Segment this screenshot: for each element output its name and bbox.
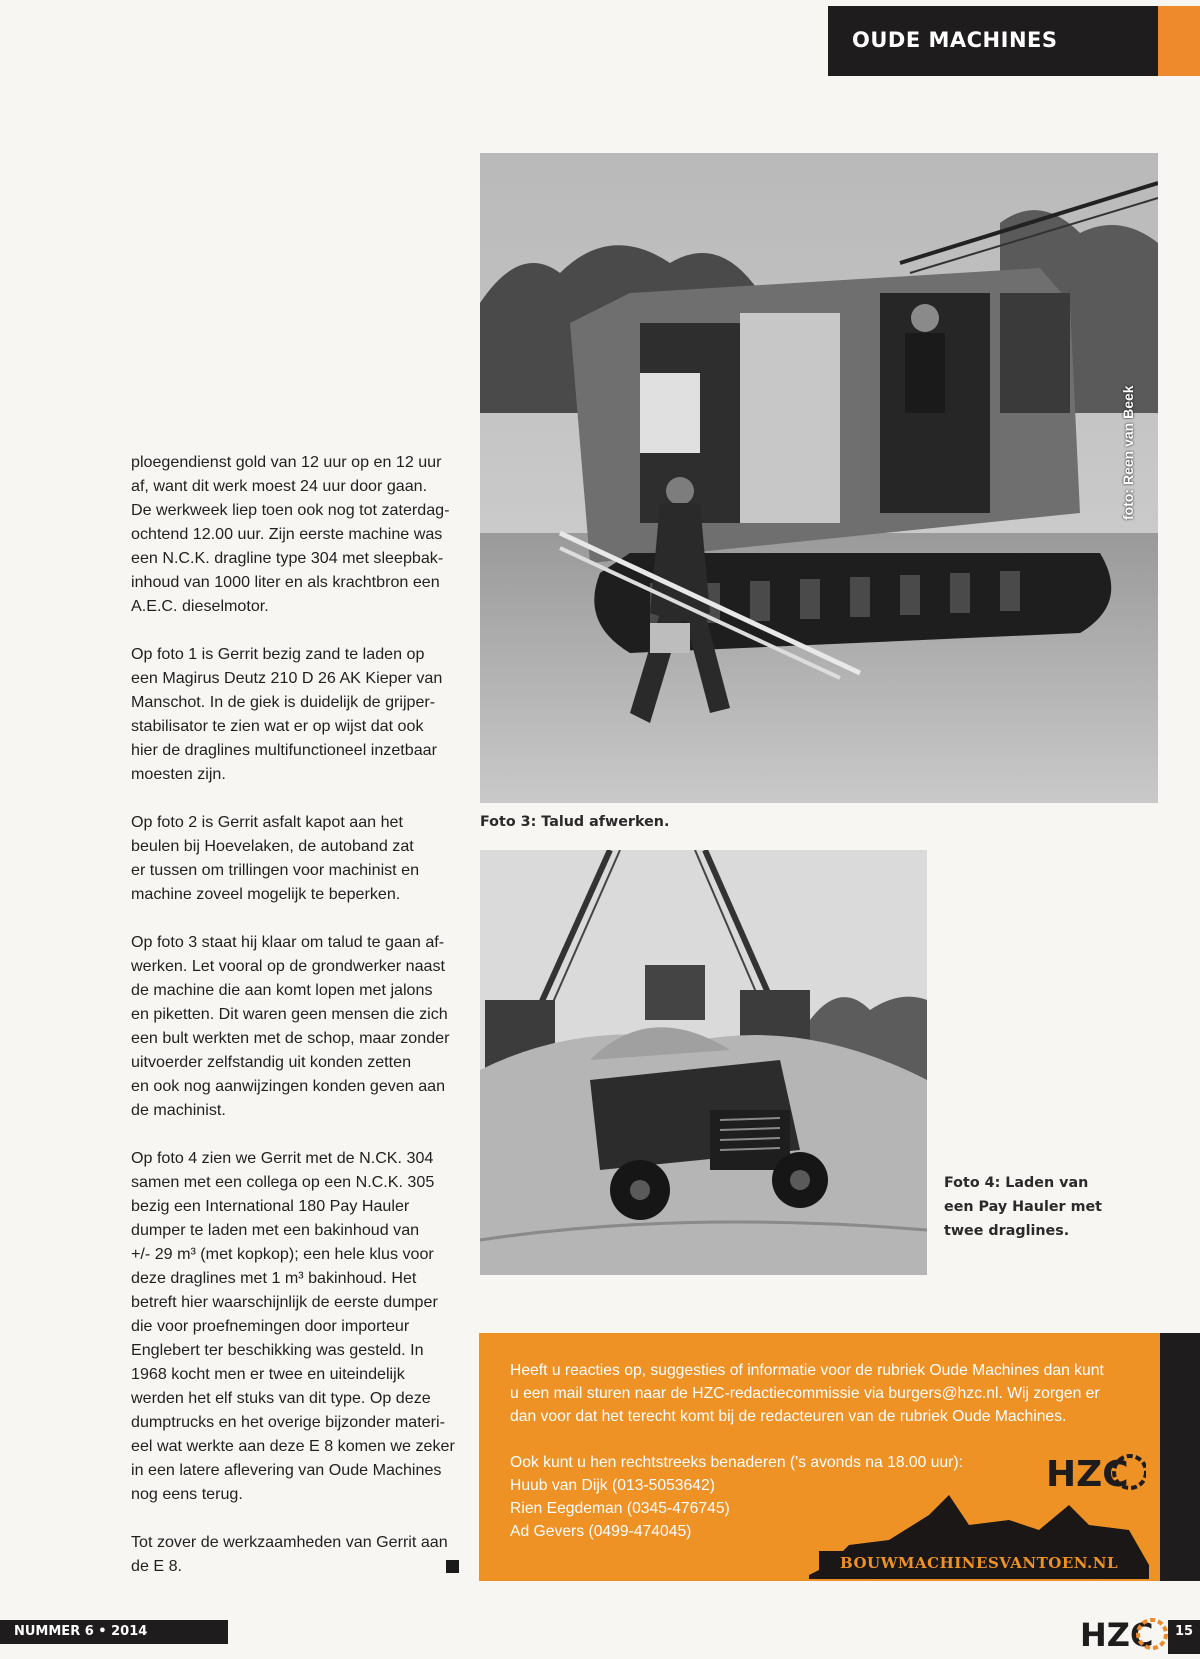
contact-list: Ook kunt u hen rechtstreeks benaderen ('s avonds na 18.00 uur): Huub van Dijk (013-5053642) Rien Eegdeman (0345-476745) Ad Gevers (0499-474045) (510, 1454, 963, 1540)
article-paragraph: Op foto 4 zien we Gerrit met de N.CK. 304 samen met een collega op een N.C.K. 305 bezig een International 180 Pay Hauler dumper te laden met een bakinhoud van +/- 29 m³ (met kopkop); een hele klus voor deze draglines met 1 m³ bakinhoud. Het betreft hier waarschijnlijk de eerste dumper die voor proefnemingen door importeur Englebert ter beschikking was gesteld. In 1968 kocht men er twee en uiteindelijk werden het elf stuks van dit type. Op deze dumptrucks en het overige bijzonder materi- eel wat werkte aan deze E 8 komen we zeker in een latere aflevering van Oude Machines nog eens terug. (131, 1149, 455, 1503)
article-body (131, 450, 471, 1602)
photo-3-dragline (480, 153, 1158, 803)
website-banner: BOUWMACHINESVANTOEN.NL (819, 1551, 1139, 1575)
end-of-article-mark (446, 1560, 459, 1573)
footer-hzc-logo (1080, 1610, 1168, 1659)
issue-number: NUMMER 6 • 2014 (14, 1624, 148, 1639)
article-paragraph: Op foto 1 is Gerrit bezig zand te laden op een Magirus Deutz 210 D 26 AK Kieper van Manschot. In de giek is duidelijk de grijper- stabilisator te zien wat er op wijst dat ook hier de draglines multifunctioneel inzetbaar moesten zijn. (131, 645, 443, 783)
page-number: 15 (1174, 1624, 1194, 1639)
footer-logo-text: HZC (1080, 1616, 1154, 1654)
photo-4-caption: Foto 4: Laden van een Pay Hauler met twee draglines. (944, 1175, 1102, 1239)
article-paragraph: Tot zover de werkzaamheden van Gerrit aan de E 8. (131, 1533, 448, 1575)
article-paragraph: Op foto 3 staat hij klaar om talud te gaan af- werken. Let vooral op de grondwerker naast de machine die aan komt lopen met jalons en piketten. Dit waren geen mensen die zich een bult werkten met de schop, maar zonder uitvoerder zelfstandig uit konden zetten en ook nog aanwijzingen konden geven aan de machinist. (131, 933, 450, 1119)
photo-3-credit: foto: Reen van Beek (1120, 385, 1136, 520)
info-text: Heeft u reacties op, suggesties of informatie voor de rubriek Oude Machines dan kunt u een mail sturen naar de HZC-redactiecommissie via burgers@hzc.nl. Wij zorgen er dan voor dat het terecht komt bij de redacteuren van de rubriek Oude Machines. (510, 1362, 1104, 1425)
section-title: OUDE MACHINES (852, 28, 1058, 52)
section-header-tab (828, 6, 1200, 76)
info-box-side-strip (1160, 1333, 1200, 1581)
hzc-logo-text: HZC (1046, 1454, 1129, 1495)
photo-3-caption: Foto 3: Talud afwerken. (480, 814, 670, 830)
contact-info-box (479, 1333, 1160, 1581)
article-paragraph: ploegendienst gold van 12 uur op en 12 uur af, want dit werk moest 24 uur door gaan. De werkweek liep toen ook nog tot zaterdag- ochtend 12.00 uur. Zijn eerste machine was een N.C.K. dragline type 304 met sleepbak- inhoud van 1000 liter en als krachtbron een A.E.C. dieselmotor. (131, 453, 450, 615)
article-paragraph: Op foto 2 is Gerrit asfalt kapot aan het beulen bij Hoevelaken, de autoband zat er tussen om trillingen voor machinist en machine zoveel mogelijk te beperken. (131, 813, 420, 903)
photo-4-loading (480, 850, 927, 1275)
